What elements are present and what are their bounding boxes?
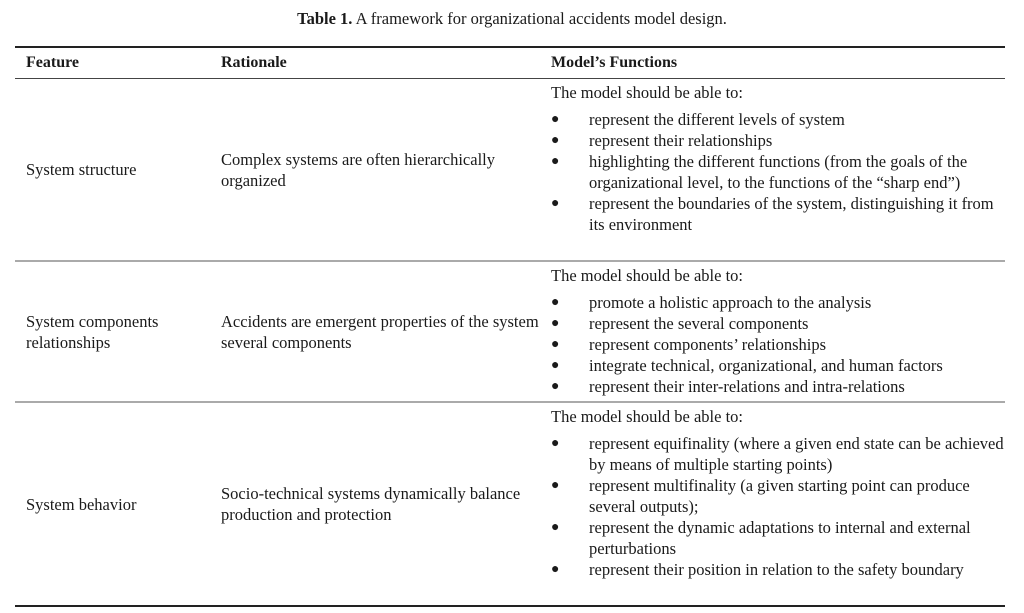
function-text: represent components’ relationships xyxy=(589,335,827,354)
list-item xyxy=(551,559,1005,580)
list-item xyxy=(551,313,1005,334)
function-text: represent the dynamic adaptations to internal and external perturbations xyxy=(589,518,971,558)
feature-text: System components relationships xyxy=(26,311,159,352)
functions-cell xyxy=(551,262,1005,401)
caption-text: A framework for organizational accidents model design. xyxy=(352,9,727,28)
list-item xyxy=(551,433,1005,475)
function-text: represent the boundaries of the system, distinguishing it from its environment xyxy=(589,194,994,234)
bullet-icon: ● xyxy=(551,112,560,127)
functions-intro: The model should be able to: xyxy=(551,407,743,426)
header-feature: Feature xyxy=(26,54,80,71)
list-item xyxy=(551,334,1005,355)
functions-cell xyxy=(551,79,1005,260)
list-item xyxy=(551,151,1005,193)
function-text: represent their relationships xyxy=(589,131,773,150)
function-text: represent the several components xyxy=(589,314,809,333)
bullet-icon: ● xyxy=(551,436,560,451)
feature-text: System behavior xyxy=(26,494,137,514)
table-caption xyxy=(0,8,1024,30)
bullet-icon: ● xyxy=(551,379,560,394)
feature-text: System structure xyxy=(26,160,137,179)
bullet-icon: ● xyxy=(551,358,560,373)
functions-list xyxy=(551,292,1005,397)
rationale-cell xyxy=(221,79,551,260)
rationale-text: Accidents are emergent properties of the system several components xyxy=(221,311,539,352)
functions-cell xyxy=(551,403,1005,605)
header-rationale: Rationale xyxy=(221,54,287,71)
function-text: represent equifinality (where a given end state can be achieved by means of multiple starting points) xyxy=(589,434,1004,474)
list-item xyxy=(551,517,1005,559)
functions-list xyxy=(551,109,1005,235)
function-text: represent their position in relation to the safety boundary xyxy=(589,560,964,579)
list-item xyxy=(551,109,1005,130)
function-text: integrate technical, organizational, and human factors xyxy=(589,356,943,375)
table-row xyxy=(15,262,1005,403)
bullet-icon: ● xyxy=(551,562,560,577)
rationale-cell xyxy=(221,262,551,401)
list-item xyxy=(551,475,1005,517)
bullet-icon: ● xyxy=(551,316,560,331)
function-text: represent the different levels of system xyxy=(589,110,845,129)
list-item xyxy=(551,130,1005,151)
rationale-text: Socio-technical systems dynamically balance production and protection xyxy=(221,484,521,524)
function-text: represent multifinality (a given starting point can produce several outputs); xyxy=(589,476,970,516)
rationale-cell xyxy=(221,403,551,605)
table-row xyxy=(15,79,1005,262)
feature-cell xyxy=(15,403,221,605)
list-item xyxy=(551,193,1005,235)
bullet-icon: ● xyxy=(551,295,560,310)
rationale-text: Complex systems are often hierarchically organized xyxy=(221,149,495,190)
functions-intro: The model should be able to: xyxy=(551,83,743,102)
function-text: promote a holistic approach to the analysis xyxy=(589,293,872,312)
table-row xyxy=(15,403,1005,605)
bullet-icon: ● xyxy=(551,154,560,169)
feature-cell xyxy=(15,262,221,401)
bullet-icon: ● xyxy=(551,478,560,493)
functions-intro: The model should be able to: xyxy=(551,266,743,285)
header-functions: Model’s Functions xyxy=(551,54,678,71)
framework-table xyxy=(15,46,1005,607)
function-text: represent their inter-relations and intra-relations xyxy=(589,377,905,396)
function-text: highlighting the different functions (from the goals of the organizational level, to the functions of the “sharp end”) xyxy=(589,152,968,192)
list-item xyxy=(551,292,1005,313)
bullet-icon: ● xyxy=(551,196,560,211)
functions-list xyxy=(551,433,1005,580)
caption-label: Table 1. xyxy=(297,9,353,28)
list-item xyxy=(551,376,1005,397)
table-header xyxy=(15,48,1005,79)
list-item xyxy=(551,355,1005,376)
bullet-icon: ● xyxy=(551,520,560,535)
feature-cell xyxy=(15,79,221,260)
bullet-icon: ● xyxy=(551,337,560,352)
bullet-icon: ● xyxy=(551,133,560,148)
